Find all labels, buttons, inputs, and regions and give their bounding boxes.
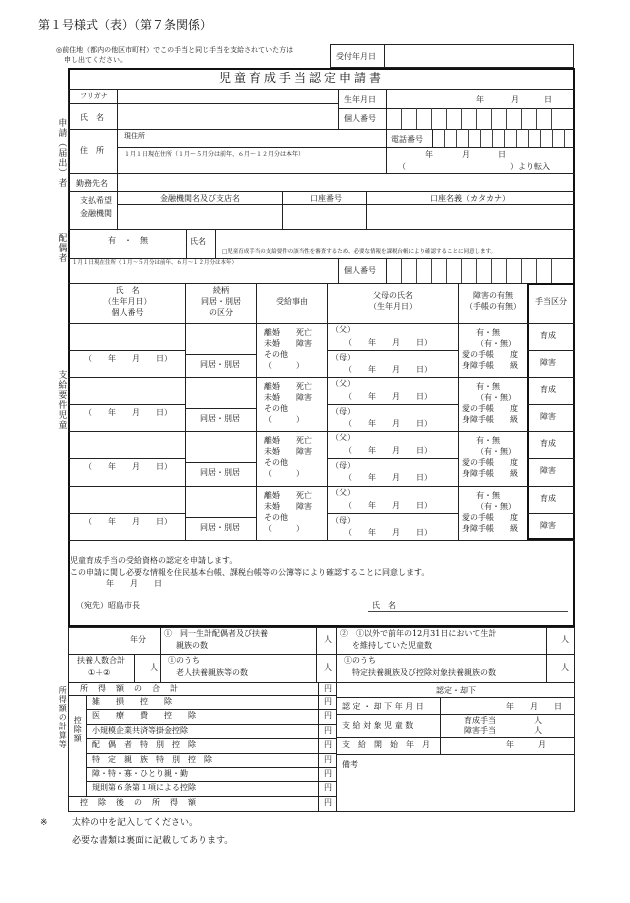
cohab-choice[interactable]: 同居・別居 <box>200 468 240 477</box>
disability-option[interactable]: 身障手帳 級 <box>462 361 518 370</box>
spouse-presence[interactable]: 有 ・ 無 <box>108 236 148 245</box>
current-address-label: 現住所 <box>124 132 145 140</box>
disability-option[interactable]: 身障手帳 級 <box>462 524 518 533</box>
yen-unit: 円 <box>324 754 332 764</box>
declaration-line2: この申請に関し必要な情報を住民基本台帳、課税台帳等の公簿等により確認することに同意します。 <box>70 568 430 577</box>
declaration-date[interactable]: 年 月 日 <box>106 579 162 588</box>
spouse-side-label: 配偶者 <box>56 233 67 263</box>
reason-option: （ ） <box>264 415 304 424</box>
reason-option[interactable]: 離婚 死亡 <box>264 491 312 500</box>
disability-option[interactable]: （有・無） <box>476 502 516 511</box>
deduction-label: 障・特・寡・ひとり親・勤 <box>92 769 188 778</box>
reason-option[interactable]: 未婚 障害 <box>264 339 312 348</box>
spouse-consent-checkbox[interactable]: □児童育成手当の支給要件の該当性を審査するため、必要な情報を課税台帳により確認することに同意します。 <box>222 249 497 255</box>
mother-label: （母） <box>331 407 355 416</box>
allowance-ikusei[interactable]: 育成 <box>540 331 556 340</box>
cohab-choice[interactable]: 同居・別居 <box>200 523 240 532</box>
name-label: 氏 名 <box>80 113 104 122</box>
bank-name-header: 金融機関名及び支店名 <box>160 194 240 203</box>
reason-option[interactable]: 未婚 障害 <box>264 447 312 456</box>
workplace-label: 勤務先名 <box>76 179 108 188</box>
disability-option[interactable]: 愛の手帳 度 <box>462 513 518 522</box>
note-line: ◎前住地（都内の他区市町村）でこの手当と同じ手当を支給されていた方は <box>56 46 294 54</box>
account-number-header: 口座番号 <box>310 194 342 203</box>
form-title: 児童育成手当認定申請書 <box>219 71 385 85</box>
disability-option[interactable]: 身障手帳 級 <box>462 469 518 478</box>
deduction-label: 医 療 費 控 除 <box>92 711 196 721</box>
disability-option[interactable]: 有・無 <box>476 436 500 445</box>
signature-label: 氏 名 <box>372 601 396 610</box>
mother-birth[interactable]: （ 年 月 日） <box>344 365 432 374</box>
deduction-label: 小規模企業共済等掛金控除 <box>92 725 188 735</box>
reason-option: （ ） <box>264 361 304 370</box>
received-date-label: 受付年月日 <box>336 52 376 61</box>
reason-option: （ ） <box>264 469 304 478</box>
applicant-side-label: 申請（届出）者 <box>56 118 67 188</box>
note-line: 申し出てください。 <box>64 56 127 64</box>
account-holder-header: 口座名義（カタカナ） <box>430 194 510 203</box>
child-birth[interactable]: （ 年 月 日） <box>84 354 172 363</box>
allowance-ikusei[interactable]: 育成 <box>540 385 556 394</box>
yen-unit: 円 <box>324 711 332 721</box>
addressee: （宛先）昭島市長 <box>76 601 140 610</box>
reason-option[interactable]: 離婚 死亡 <box>264 436 312 445</box>
footer-note-1: 太枠の中を記入してください。 <box>72 818 199 828</box>
mother-label: （母） <box>331 461 355 470</box>
yen-unit: 円 <box>324 783 332 793</box>
allowance-shogai[interactable]: 障害 <box>540 358 556 367</box>
footer-note-2: 必要な書類は裏面に記載してあります。 <box>72 836 234 846</box>
individual-number-label: 個人番号 <box>344 114 376 123</box>
birth-label: 生年月日 <box>344 95 376 104</box>
father-birth[interactable]: （ 年 月 日） <box>344 338 432 347</box>
address-label: 住 所 <box>80 146 104 155</box>
deduction-label: 配 偶 者 特 別 控 除 <box>92 740 196 750</box>
father-label: （父） <box>331 433 355 442</box>
reason-option[interactable]: 離婚 死亡 <box>264 382 312 391</box>
cohab-choice[interactable]: 同居・別居 <box>200 360 240 369</box>
disability-option[interactable]: 愛の手帳 度 <box>462 350 518 359</box>
allowance-shogai[interactable]: 障害 <box>540 466 556 475</box>
form-number: 第１号様式（表）（第７条関係） <box>38 18 213 32</box>
father-birth[interactable]: （ 年 月 日） <box>344 392 432 401</box>
father-birth[interactable]: （ 年 月 日） <box>344 501 432 510</box>
allowance-shogai[interactable]: 障害 <box>540 412 556 421</box>
yen-unit: 円 <box>324 697 332 706</box>
child-row-divider <box>68 486 575 487</box>
yen-unit: 円 <box>324 769 332 778</box>
child-birth[interactable]: （ 年 月 日） <box>84 517 172 526</box>
jan1-address-label: １月１日現在住所（１月～５月分は前年、６月～１２月分は本年） <box>124 151 305 158</box>
phone-grid[interactable] <box>432 129 575 147</box>
deduction-label: 特 定 親 族 特 別 控 除 <box>92 754 212 764</box>
allowance-ikusei[interactable]: 育成 <box>540 439 556 448</box>
disability-option[interactable]: 愛の手帳 度 <box>462 458 518 467</box>
children-side-label: 支給要件児童 <box>56 370 67 430</box>
mother-label: （母） <box>331 353 355 362</box>
child-birth[interactable]: （ 年 月 日） <box>84 462 172 471</box>
father-birth[interactable]: （ 年 月 日） <box>344 446 432 455</box>
child-row-divider <box>68 431 575 432</box>
income-side-label: 所得額の計算等 <box>58 686 68 749</box>
spouse-individual-number-grid[interactable] <box>386 258 575 283</box>
disability-option[interactable]: 有・無 <box>476 491 500 500</box>
disability-option[interactable]: 愛の手帳 度 <box>462 404 518 413</box>
child-birth[interactable]: （ 年 月 日） <box>84 408 172 417</box>
disability-option[interactable]: （有・無） <box>476 447 516 456</box>
father-label: （父） <box>331 325 355 334</box>
father-label: （父） <box>331 379 355 388</box>
reason-option[interactable]: 離婚 死亡 <box>264 328 312 337</box>
reason-option[interactable]: 未婚 障害 <box>264 502 312 511</box>
reason-option: その他 <box>264 404 288 413</box>
moved-in-label: ）より転入 <box>510 162 550 171</box>
disability-option[interactable]: 有・無 <box>476 382 500 391</box>
declaration-line1: 児童育成手当の受給資格の認定を申請します。 <box>70 556 238 565</box>
father-label: （父） <box>331 488 355 497</box>
mother-birth[interactable]: （ 年 月 日） <box>344 528 432 537</box>
disability-option[interactable]: （有・無） <box>476 339 516 348</box>
allowance-ikusei[interactable]: 育成 <box>540 494 556 503</box>
reason-option: その他 <box>264 458 288 467</box>
cohab-choice[interactable]: 同居・別居 <box>200 414 240 423</box>
reason-option: その他 <box>264 350 288 359</box>
reason-option: （ ） <box>264 524 304 533</box>
phone-label: 電話番号 <box>391 135 423 144</box>
deduction-label: 雑 損 控 除 <box>92 697 172 706</box>
spouse-name-label: 氏名 <box>190 237 206 246</box>
yen-unit: 円 <box>324 725 332 735</box>
reason-option: その他 <box>264 513 288 522</box>
disability-option[interactable]: 有・無 <box>476 328 500 337</box>
allowance-shogai[interactable]: 障害 <box>540 521 556 530</box>
individual-number-grid[interactable] <box>386 108 575 129</box>
furigana-label: フリガナ <box>80 92 108 100</box>
mother-birth[interactable]: （ 年 月 日） <box>344 473 432 482</box>
reason-option[interactable]: 未婚 障害 <box>264 393 312 402</box>
mother-label: （母） <box>331 516 355 525</box>
child-row-divider <box>68 377 575 378</box>
remarks-label: 備考 <box>342 760 358 769</box>
mother-birth[interactable]: （ 年 月 日） <box>344 419 432 428</box>
yen-unit: 円 <box>324 740 332 750</box>
disability-option[interactable]: 身障手帳 級 <box>462 415 518 424</box>
disability-option[interactable]: （有・無） <box>476 393 516 402</box>
deduction-label: 規則第６条第１項による控除 <box>92 783 196 793</box>
